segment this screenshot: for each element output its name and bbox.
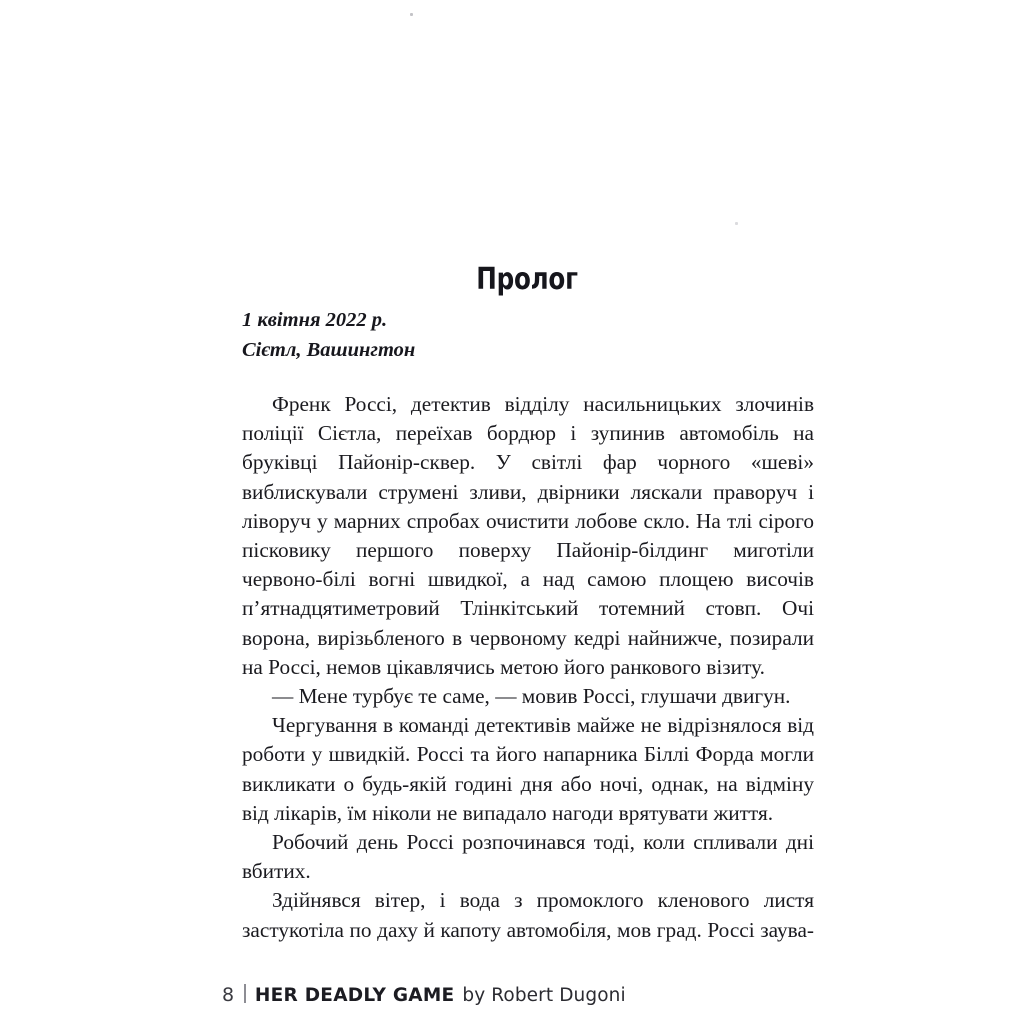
footer-book-title: HER DEADLY GAME [254,985,455,1006]
paragraph: Френк Россі, детектив відділу насильницьких злочинів поліції Сієтла, переїхав бордюр і зупинив автомобіль на бруківці Пайонір-сквер. У світлі фар чорного «шеві» виблискували струмені зливи, двірники ляскали праворуч і ліворуч у марних спробах очистити лобове скло. На тлі сірого пісковику першого поверху Пайонір-білдинг миготіли червоно-білі вогні швидкої, а над самою площею височів п’ятнадцятиметровий Тлінкітський тотемний стовп. Очі ворона, вирізьбленого в червоному кедрі найнижче, позирали на Россі, немов цікавлячись метою його ранкового візиту. [242,392,814,679]
running-footer [222,982,626,1006]
paragraph: Чергування в команді детективів майже не відрізнялося від роботи у швидкій. Россі та його напарника Біллі Форда могли викликати о будь-якій годині дня або ночі, однак, на відміну від лікарів, їм ніколи не випадало нагоди врятувати життя. [242,713,814,825]
footer-byline: by Robert Dugoni [462,985,626,1006]
body-text [242,390,814,945]
dateline-block [242,305,812,365]
paragraph-continued: Здійнявся вітер, і вода з промоклого кленового листя застукотіла по даху й капоту автомобіля, мов град. Россі заува- [242,888,814,942]
page-number: 8 [222,984,235,1006]
paragraph-dialogue: — Мене турбує те саме, — мовив Россі, глушачи двигун. [272,684,791,709]
chapter-title: Пролог [476,262,578,298]
dateline-location: Сієтл, Вашингтон [242,339,416,361]
paragraph: Робочий день Россі розпочинався тоді, коли спливали дні вбитих. [242,830,814,884]
dateline-date: 1 квітня 2022 р. [242,309,388,331]
footer-separator-icon [244,984,246,1003]
page-content-column [242,0,812,1024]
